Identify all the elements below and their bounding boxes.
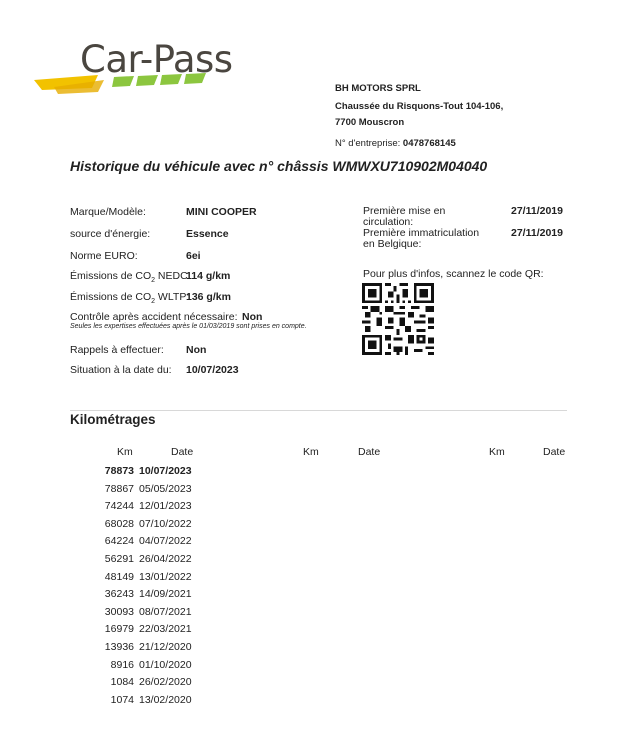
first-be-registration-label-1: Première immatriculation [363, 227, 480, 239]
mileage-km: 78867 [104, 482, 134, 495]
mileage-km: 64224 [104, 535, 134, 548]
mileage-date: 10/07/2023 [139, 465, 192, 477]
mileage-date: 26/02/2020 [139, 676, 192, 689]
page-title: Historique du véhicule avec n° châssis WMWXU710902M04040 [70, 158, 488, 174]
mileage-km: 13936 [104, 641, 134, 653]
make-value: MINI COOPER [186, 206, 257, 218]
col-date-2: Date [358, 446, 381, 458]
mileage-km: 30093 [104, 605, 134, 618]
fuel-value: Essence [186, 228, 229, 240]
col-km-2: Km [303, 446, 319, 458]
qr-code[interactable] [362, 283, 434, 355]
mileage-km: 56291 [104, 553, 134, 565]
nedc-label: Émissions de $CO_2$ NEDC: [70, 270, 191, 285]
mileage-km: 16979 [104, 623, 134, 636]
first-be-registration-label-2: en Belgique: [363, 238, 422, 250]
mileage-km: 8916 [110, 658, 134, 671]
first-registration-label-1: Première mise en [363, 205, 446, 217]
mileage-date: 26/04/2022 [139, 553, 192, 565]
company-name: BH MOTORS SPRL [335, 83, 421, 94]
euro-value: 6ei [186, 250, 201, 262]
mileage-km: 1084 [110, 676, 134, 689]
col-km-1: Km [117, 446, 133, 458]
mileage-date: 13/01/2022 [139, 570, 192, 583]
fuel-label: source d'énergie: [70, 228, 151, 240]
company-registration [335, 138, 456, 149]
situation-label: Situation à la date du: [70, 364, 172, 376]
wltp-value: 136 g/km [186, 291, 231, 303]
mileage-date: 13/02/2020 [139, 693, 192, 706]
section-divider [70, 410, 567, 411]
mileage-date: 14/09/2021 [139, 588, 192, 601]
mileage-date: 21/12/2020 [139, 641, 192, 653]
situation-value: 10/07/2023 [186, 364, 239, 376]
mileage-title: Kilométrages [70, 412, 156, 427]
control-note: Seules les expertises effectuées après le 01/03/2019 sont prises en compte. [70, 323, 307, 330]
mileage-km: 1074 [110, 693, 134, 706]
mileage-date: 08/07/2021 [139, 605, 192, 618]
qr-label: Pour plus d'infos, scannez le code QR: [363, 268, 544, 280]
mileage-date: 07/10/2022 [139, 517, 192, 530]
company-street: Chaussée du Risquons-Tout 104-106, [335, 101, 504, 112]
mileage-km: 36243 [104, 588, 134, 601]
registration-label: N° d'entreprise: [335, 138, 401, 149]
logo-text: Car-Pass [80, 38, 233, 81]
registration-number: 0478768145 [402, 138, 456, 149]
mileage-km: 68028 [104, 517, 134, 530]
mileage-date: 01/10/2020 [139, 658, 192, 671]
mileage-date: 22/03/2021 [139, 623, 192, 636]
company-city: 7700 Mouscron [335, 117, 405, 128]
mileage-km: 74244 [104, 500, 134, 513]
mileage-date: 05/05/2023 [139, 482, 192, 495]
mileage-date: 12/01/2023 [139, 500, 192, 513]
first-registration-value: 27/11/2019 [511, 205, 563, 217]
make-label: Marque/Modèle: [70, 206, 146, 218]
mileage-date: 04/07/2022 [139, 535, 192, 548]
nedc-value: 114 g/km [186, 270, 231, 282]
control-value: Non [242, 311, 263, 323]
col-date-1: Date [171, 446, 194, 458]
col-date-3: Date [543, 446, 566, 458]
control-label: Contrôle après accident nécessaire: [70, 311, 238, 323]
mileage-km: 78873 [104, 465, 134, 477]
euro-label: Norme EURO: [70, 250, 138, 262]
col-km-3: Km [489, 446, 505, 458]
recall-label: Rappels à effectuer: [70, 344, 164, 356]
first-registration-label-2: circulation: [363, 216, 414, 228]
recall-value: Non [186, 344, 207, 356]
mileage-km: 48149 [104, 570, 134, 583]
first-be-registration-value: 27/11/2019 [511, 227, 563, 239]
wltp-label: Émissions de $CO_2$ WLTP: [70, 291, 190, 306]
